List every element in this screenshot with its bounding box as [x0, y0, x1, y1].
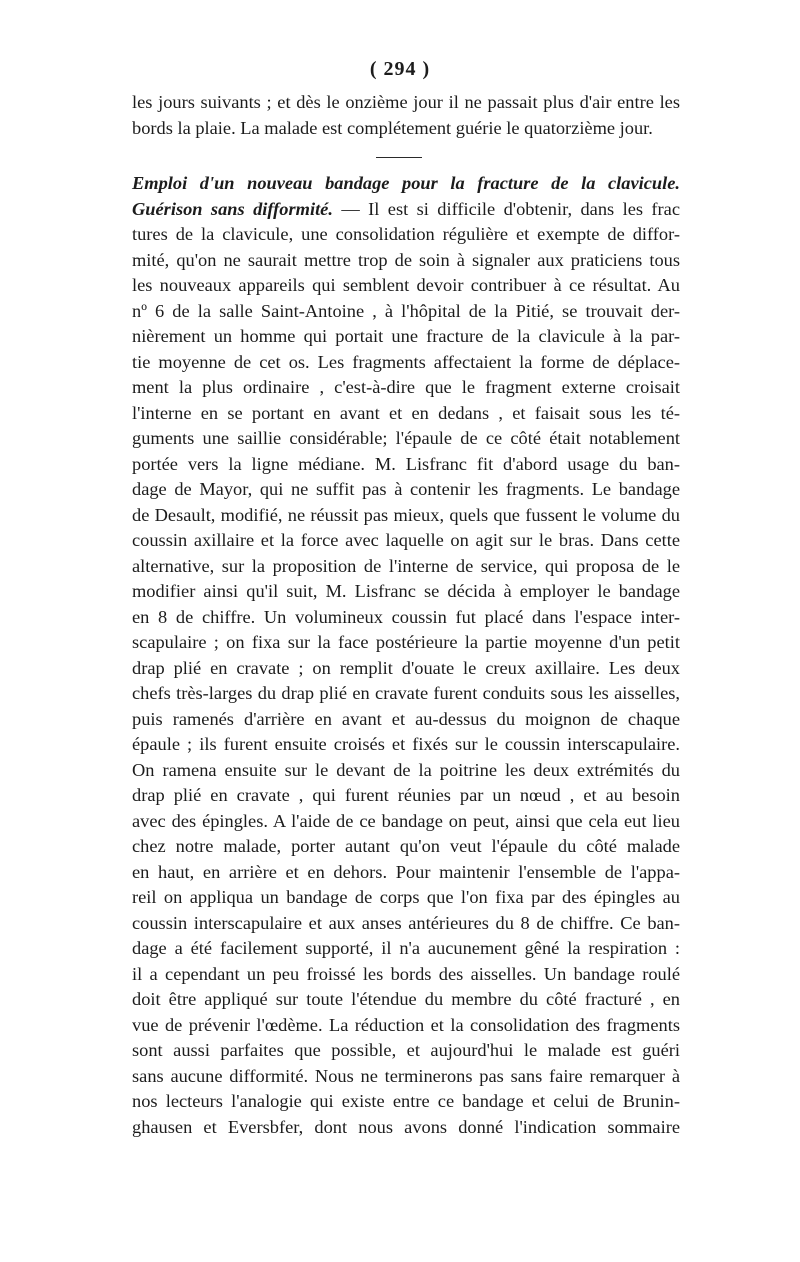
text-run: — Il est si difficile d'obtenir, dans les frac: [332, 198, 680, 219]
page-number: ( 294 ): [369, 58, 431, 80]
text-line: sont aussi parfaites que possible, et aujourd'hui le malade est guéri: [132, 1040, 680, 1060]
text-line: scapulaire ; on fixa sur la face postérieure la partie moyenne d'un petit: [132, 632, 680, 652]
intro-paragraph: [132, 90, 680, 141]
text-line: vue de prévenir l'œdème. La réduction et la consolidation des fragments: [132, 1014, 680, 1035]
text-line: les nouveaux appareils qui semblent devoir contribuer à ce résultat. Au: [132, 275, 680, 295]
text-line: doit être appliqué sur toute l'étendue du membre du côté fracturé , en: [132, 989, 680, 1009]
text-line: On ramena ensuite sur le devant de la poitrine les deux extrémités du: [132, 759, 680, 780]
text-line: bords la plaie. La malade est complétement guérie le quatorzième jour.: [132, 117, 653, 138]
text-line: chez notre malade, porter autant qu'on veut l'épaule du côté malade: [132, 836, 680, 856]
text-line: reil on appliqua un bandage de corps que l'on fixa par des épingles au: [132, 887, 680, 907]
text-line: tie moyenne de cet os. Les fragments affectaient la forme de déplace-: [132, 351, 680, 372]
text-line: mité, qu'on ne saurait mettre trop de soin à signaler aux praticiens tous: [132, 249, 680, 270]
text-line: coussin axillaire et la force avec laquelle on agit sur le bras. Dans cette: [132, 530, 680, 550]
text-line: alternative, sur la proposition de l'interne de service, qui proposa de le: [132, 555, 680, 576]
text-line: modifier ainsi qu'il suit, M. Lisfranc se décida à employer le bandage: [132, 581, 680, 601]
text-line: portée vers la ligne médiane. M. Lisfranc fit d'abord usage du ban-: [132, 453, 680, 474]
article-heading: Emploi d'un nouveau bandage pour la fracture de la clavicule.: [132, 173, 680, 193]
text-line: les jours suivants ; et dès le onzième jour il ne passait plus d'air entre les: [132, 92, 680, 112]
text-line: ghausen et Eversbfer, dont nous avons donné l'indication sommaire: [132, 1116, 680, 1137]
text-line: chefs très-larges du drap plié en cravate furent conduits sous les aisselles,: [132, 683, 680, 703]
text-line: drap plié en cravate , qui furent réunies par un nœud , et au besoin: [132, 785, 680, 805]
text-line: dage de Mayor, qui ne suffit pas à contenir les fragments. Le bandage: [132, 479, 680, 499]
text-line: l'interne en se portant en avant et en dedans , et faisait sous les té-: [132, 402, 680, 423]
heading-subtitle: Guérison sans difformité.: [132, 198, 333, 219]
text-line: guments une saillie considérable; l'épaule de ce côté était notablement: [132, 428, 680, 448]
text-line: tures de la clavicule, une consolidation régulière et exempte de diffor-: [132, 224, 680, 244]
text-line: nièrement un homme qui portait une fracture de la clavicule à la par-: [132, 326, 680, 346]
text-line: nos lecteurs l'analogie qui existe entre ce bandage et celui de Brunin-: [132, 1091, 680, 1111]
text-line: en 8 de chiffre. Un volumineux coussin fut placé dans l'espace inter-: [132, 606, 680, 627]
text-line: ment la plus ordinaire , c'est-à-dire que le fragment externe croisait: [132, 377, 680, 397]
article-heading-continued: [132, 197, 680, 223]
text-line: puis ramenés d'arrière en avant et au-dessus du moignon de chaque: [132, 708, 680, 729]
text-line: en haut, en arrière et en dehors. Pour maintenir l'ensemble de l'appa-: [132, 861, 680, 882]
text-line: dage a été facilement supporté, il n'a aucunement gêné la respiration :: [132, 938, 680, 958]
text-line: coussin interscapulaire et aux anses antérieures du 8 de chiffre. Ce ban-: [132, 912, 680, 933]
text-line: sans aucune difformité. Nous ne terminerons pas sans faire remarquer à: [132, 1065, 680, 1086]
text-line: drap plié en cravate ; on remplit d'ouate le creux axillaire. Les deux: [132, 657, 680, 678]
text-line: nº 6 de la salle Saint-Antoine , à l'hôpital de la Pitié, se trouvait der-: [132, 300, 680, 321]
text-line: épaule ; ils furent ensuite croisés et fixés sur le coussin interscapulaire.: [132, 734, 680, 754]
section-divider: [376, 157, 422, 158]
text-line: avec des épingles. A l'aide de ce bandage on peut, ainsi que cela eut lieu: [132, 810, 680, 831]
text-line: il a cependant un peu froissé les bords des aisselles. Un bandage roulé: [132, 963, 680, 984]
article-paragraph: [132, 171, 680, 1140]
text-line: de Desault, modifié, ne réussit pas mieux, quels que fussent le volume du: [132, 504, 680, 525]
